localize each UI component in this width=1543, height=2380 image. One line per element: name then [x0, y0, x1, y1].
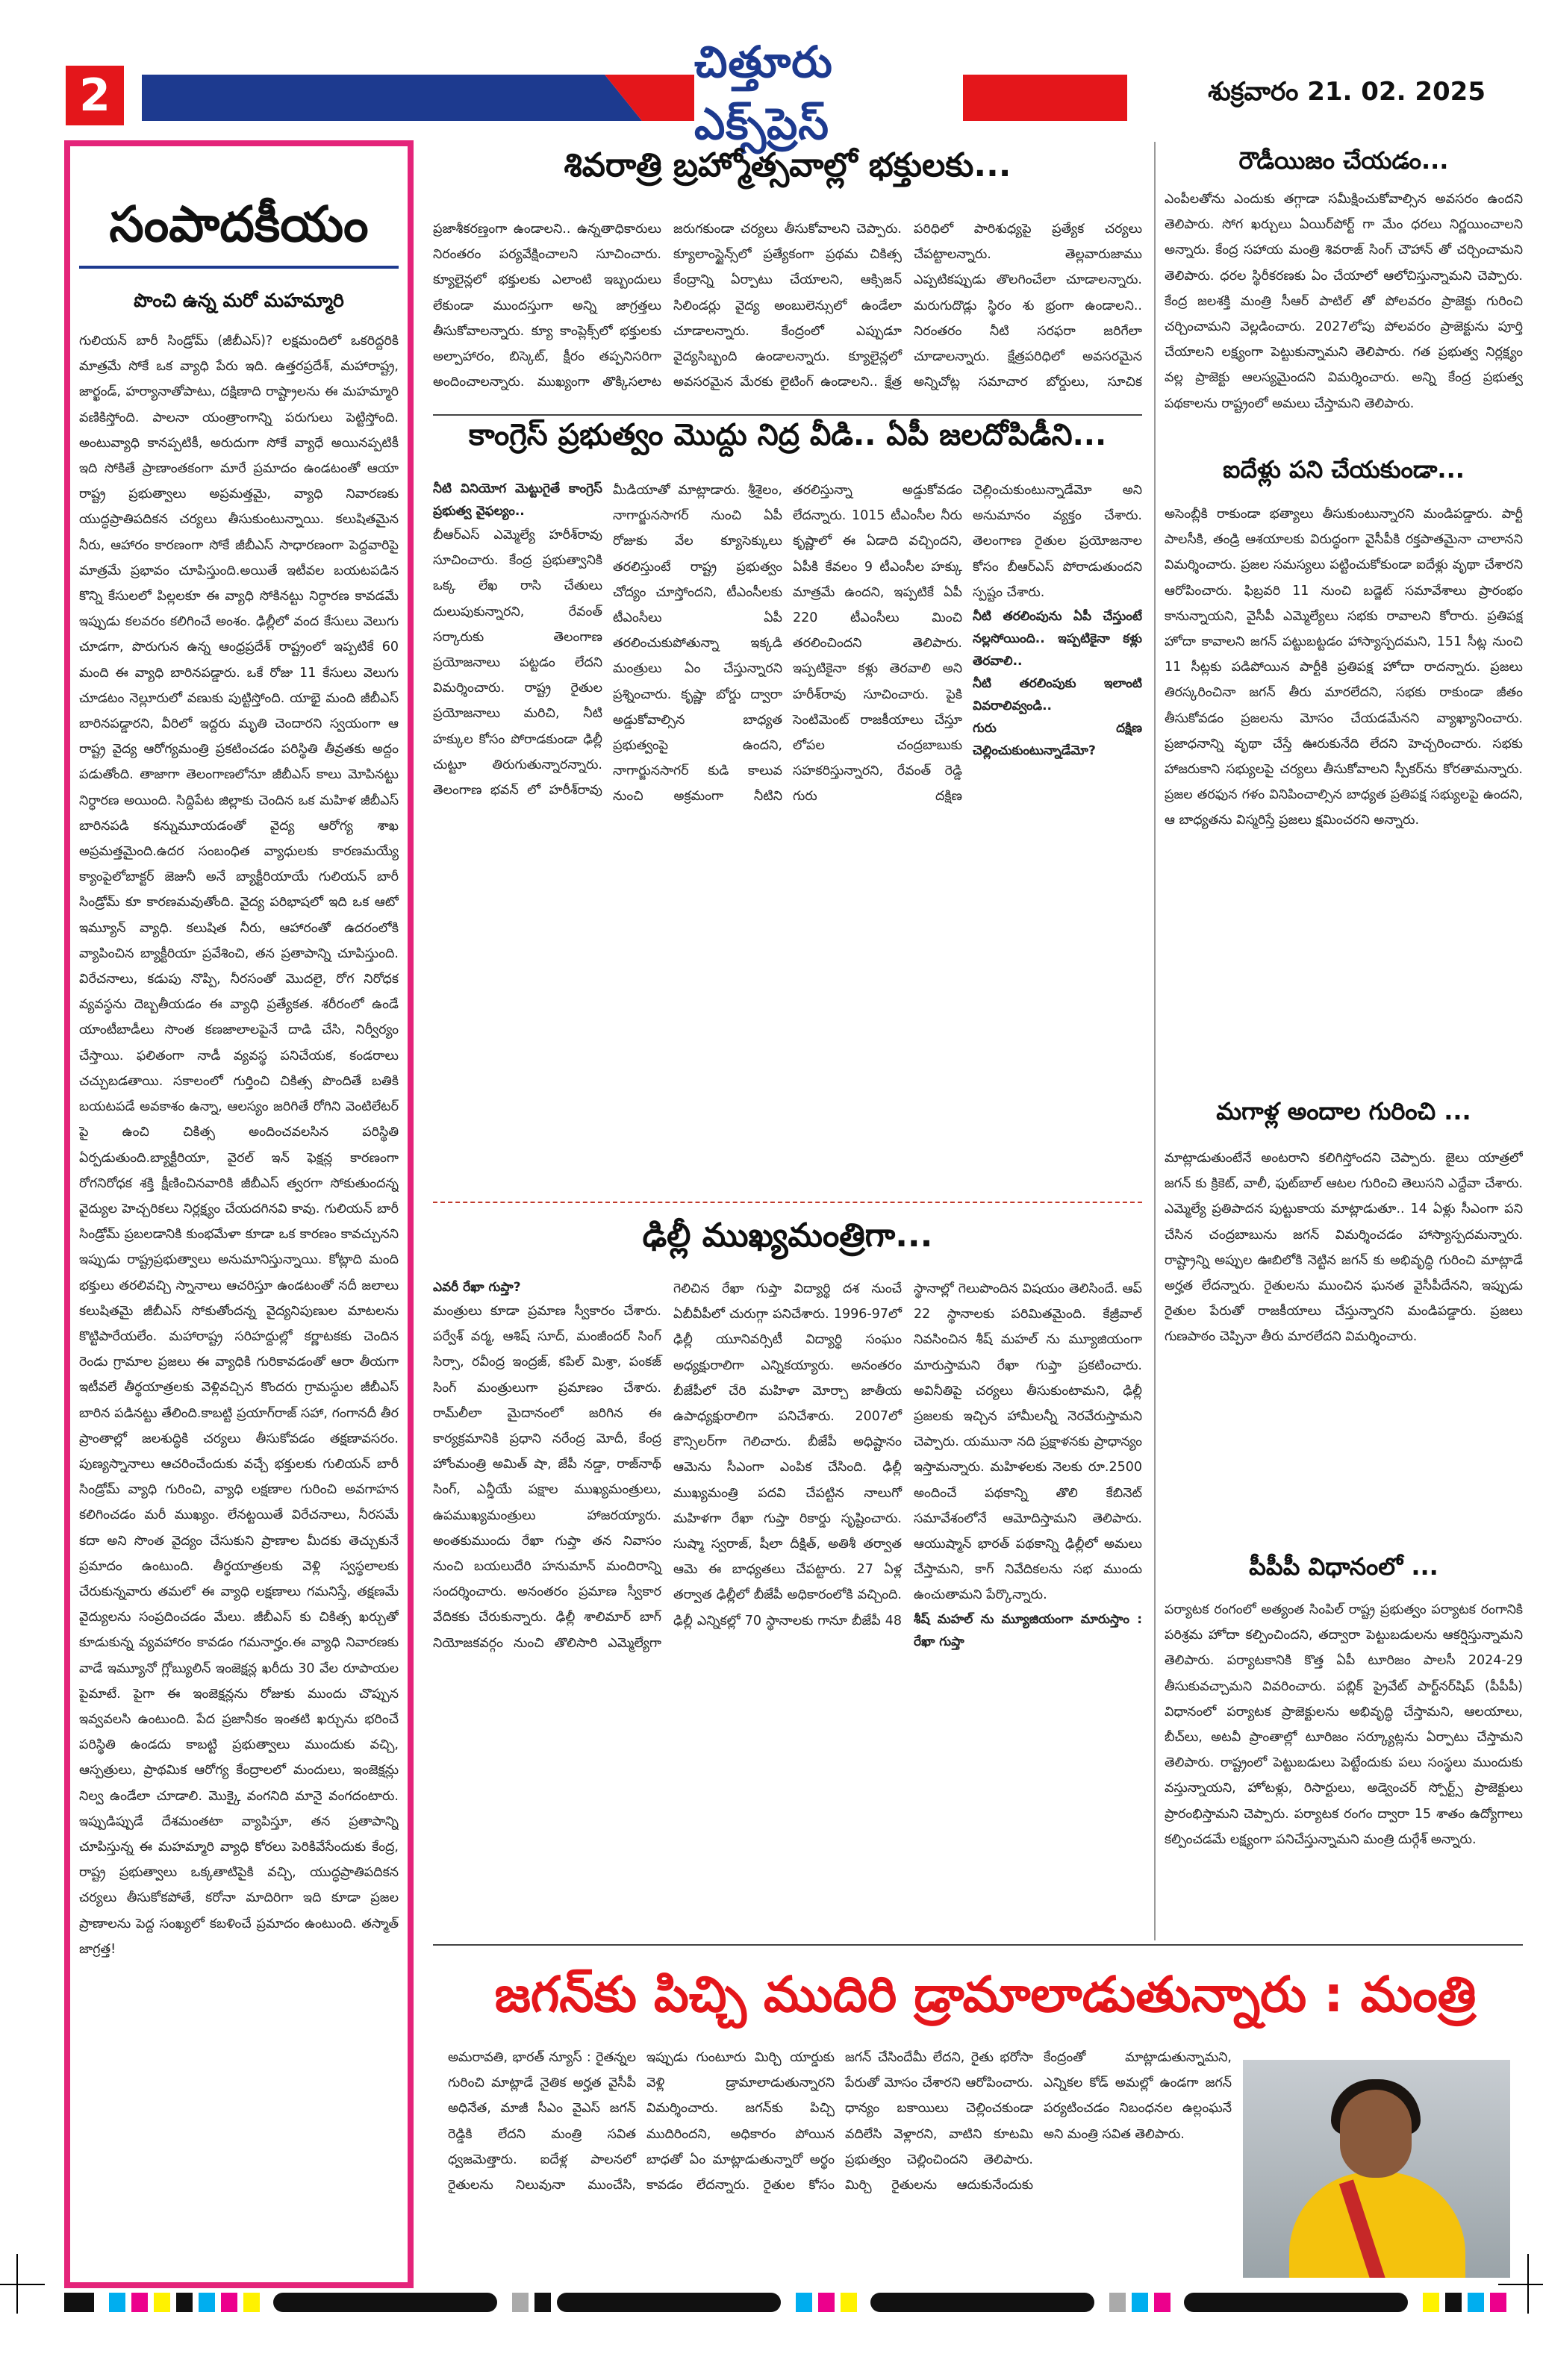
story3-headline: ఢిల్లీ ముఖ్యమంత్రిగా...: [642, 1216, 933, 1255]
right-r2-heading: ఐదేళ్లు పని చేయకుండా...: [1223, 455, 1465, 484]
editorial-subtitle: పొంచి ఉన్న మరో మహమ్మారి: [134, 290, 344, 311]
right-r2-body-box: [1165, 502, 1523, 1099]
person-photo: [1243, 2060, 1510, 2278]
story2-subhead: నీటి వినియోగ మెట్టుగైతే కాంగ్రెస్ ప్రభుత్వ వైఫల్యం..: [433, 481, 602, 519]
story4-body-columns: [448, 2045, 1232, 2280]
divider: [433, 1202, 1142, 1203]
story1-headline: శివరాత్రి బ్రహ్మోత్సవాల్లో భక్తులకు...: [564, 146, 1011, 184]
right-r3-body: మాట్లాడుతుంటేనే అంటరాని కలిగిస్తోందని చెప్పారు. జైలు యాత్రలో జగన్ కు క్రికెట్, వాలీ, ఫుట్‌బాల్ ఆటల గురించి తెలుసని ఎద్దేవా చేశారు. ఎమ్మెల్యే ప్రతిపాదన పుట్టుకాయ మాట్లాడుతూ.. 14 ఏళ్లు సీఎంగా పని చేసిన చంద్రబాబును జగన్ విమర్శించడం హాస్యాస్పదమన్నారు. రాష్ట్రాన్ని అప్పుల ఊబిలోకి నెట్టిన జగన్ కు అభివృద్ధి గురించి మాట్లాడే అర్హత లేదన్నారు. రైతులను ముంచిన ఘనత వైసీపీదేనని, ఇప్పుడు రైతుల పేరుతో రాజకీయాలు చేస్తున్నారని మండిపడ్డారు. ప్రజలు గుణపాఠం చెప్పినా తీరు మారలేదని విమర్శించారు.: [1165, 1151, 1523, 1345]
page-number: 2: [66, 66, 124, 125]
color-registration-bar: [64, 2293, 1520, 2312]
crop-mark: [1498, 2284, 1543, 2285]
story2-subhead: గురు దక్షిణ చెల్లించుకుంటున్నాడేమో?: [973, 721, 1142, 759]
editorial-box: [64, 140, 414, 2288]
right-r3-body-box: [1165, 1146, 1523, 1545]
story1-body: ప్రజాశీకరణ్తంగా ఉండాలని.. ఉన్నతాధికారులు నిరంతరం పర్యవేక్షించాలని సూచించారు. క్యూలైన్లలో భక్తులకు ఎలాంటి ఇబ్బందులు లేకుండా ముందస్తుగా అన్ని జాగ్రత్తలు తీసుకోవాలన్నారు. క్యూ కాంప్లెక్స్‌లో భక్తులకు అల్పాహారం, బిస్కెట్, క్షీరం తప్పనిసరిగా అందించాలన్నారు. ముఖ్యంగా తొక్కిసలాట జరుగకుండా చర్యలు తీసుకోవాలని చెప్పారు. క్యూలాంస్టైన్స్‌లో ప్రత్యేకంగా ప్రథమ చికిత్స కేంద్రాన్ని ఏర్పాటు చేయాలని, ఆక్సిజన్ సిలిండర్లు వైద్య అంబులెన్సులో ఉండేలా చూడాలన్నారు. కేంద్రంలో ఎప్పుడూ వైద్యసిబ్బంది ఉండాలన్నారు. క్యూలైన్లలో అవసరమైన మేరకు లైటింగ్ ఉండాలని.. క్షేత్ర పరిధిలో పారిశుధ్యపై ప్రత్యేక చర్యలు చేపట్టాలన్నారు. తెల్లవారుజాము ఎప్పటికప్పుడు తొలగించేలా చూడాలన్నారు. మరుగుదొడ్లు స్థిరం శు భ్రంగా ఉండాలని.. నిరంతరం నీటి సరఫరా జరిగేలా చూడాలన్నారు. క్షేత్రపరిధిలో అవసరమైన అన్నిచోట్ల సమాచార బోర్డులు, సూచిక: [433, 222, 1142, 390]
editorial-body: గులియన్ బారీ సిండ్రోమ్ (జీబీఎస్)? లక్షమందిలో ఒకరిద్దరికి మాత్రమే సోకే ఒక వ్యాధి పేరు ఇది. ఉత్తరప్రదేశ్, మహారాష్ట్ర, జార్ఖండ్, హర్యానాతోపాటు, దక్షిణాది రాష్ట్రాలను ఈ మహమ్మారి వణికిస్తోంది. పాలనా యంత్రాంగాన్ని పరుగులు పెట్టిస్తోంది. అంటువ్యాధి కానప్పటికీ, అరుదుగా సోకే వ్యాధే అయినప్పటికీ ఇది సోకితే ప్రాణాంతకంగా మారే ప్రమాదం ఉండటంతో ఆయా రాష్ట్ర ప్రభుత్వాలు అప్రమత్తమై, వ్యాధి నివారణకు యుద్ధప్రాతిపదికన చర్యలు తీసుకుంటున్నాయి. కలుషితమైన నీరు, ఆహారం కారణంగా సోకే జీబీఎస్ సాధారణంగా పెద్దవారిపై మాత్రమే ప్రభావం చూపిస్తుంది.అయితే ఇటీవల బయటపడిన కొన్ని కేసులలో పిల్లలకూ ఈ వ్యాధి సోకినట్టు నిర్ధారణ కావడమే ఇప్పుడు కలవరం కలిగించే అంశం. ఢిల్లీలో వంద కేసులు వెలుగు చూడగా, పొరుగున ఉన్న ఆంధ్రప్రదేశ్ రాష్ట్రంలో ఇప్పటికే 60 మంది ఈ వ్యాధి బారినపడ్డారు. ఒకే రోజు 11 కేసులు వెలుగు చూడటం నెల్లూరులో వణుకు పుట్టిస్తోంది. యాభై మంది జీబీఎస్ బారినపడ్డారని, వీరిలో ఇద్దరు మృతి చెందారని స్వయంగా ఆ రాష్ట్ర వైద్య ఆరోగ్యమంత్రి ప్రకటించడం పరిస్థితి తీవ్రతకు అద్దం పడుతోంది. తాజాగా తెలంగాణలోనూ జీబీఎస్ కాలు మోపినట్టు నిర్ధారణ అయింది. సిద్దిపేట జిల్లాకు చెందిన ఒక మహిళ జీబీఎస్ బారినపడి కన్నుమూయడంతో వైద్య ఆరోగ్య శాఖ అప్రమత్తమైంది.ఉదర సంబంధిత వ్యాధులకు కారణమయ్యే క్యాంపైలోబాక్టర్ జెజునీ అనే బ్యాక్టీరియాయే గులియన్ బారీ సిండ్రోమ్ కూ కారణమవుతోంది. వైద్య పరిభాషలో ఇది ఒక ఆటో ఇమ్యూన్ వ్యాధి. కలుషిత నీరు, ఆహారంతో ఉదరంలోకి వ్యాపించిన బ్యాక్టీరియా ప్రవేశించి, తన ప్రతాపాన్ని చూపిస్తుంది. విరేచనాలు, కడుపు నొప్పి, నీరసంతో మొదలై, రోగ నిరోధక వ్యవస్థను దెబ్బతీయడం ఈ వ్యాధి ప్రత్యేకత. శరీరంలో ఉండే యాంటీబాడీలు సొంత కణజాలాలపైనే దాడి చేసి, నిర్వీర్యం చేస్తాయి. ఫలితంగా నాడీ వ్యవస్థ పనిచేయక, కండరాలు చచ్చుబడతాయి. సకాలంలో గుర్తించి చికిత్స పొందితే బతికి బయటపడే అవకాశం ఉన్నా, ఆలస్యం జరిగితే రోగిని వెంటిలేటర్ పై ఉంచి చికిత్స అందించవలసిన పరిస్థితి ఏర్పడుతుంది.బ్యాక్టీరియా, వైరల్ ఇన్ ఫెక్షన్ల కారణంగా రోగనిరోధక శక్తి క్షీణించినవారికి జీబీఎస్ త్వరగా సోకుతుందన్న వైద్యుల హెచ్చరికలు నిర్లక్ష్యం చేయదగినవి కావు. గులియన్ బారీ సిండ్రోమ్ ప్రబలడానికి కుంభమేళా కూడా ఒక కారణం కావచ్చునని ఇప్పుడు రాష్ట్రప్రభుత్వాలు అనుమానిస్తున్నాయి. కోట్లాది మంది భక్తులు తరలివచ్చి స్నానాలు ఆచరిస్తూ ఉండటంతో నదీ జలాలు కలుషితమై జీబీఎస్ సోకుతోందన్న వైద్యనిపుణుల మాటలను కొట్టిపారేయలేం. మహారాష్ట్ర సరిహద్దుల్లో కర్ణాటకకు చెందిన రెండు గ్రామాల ప్రజలు ఈ వ్యాధికి గురికావడంతో ఆరా తీయగా ఇటీవలే తీర్థయాత్రలకు వెళ్లివచ్చిన కొందరు గ్రామస్థుల జీబీఎస్ బారిన పడినట్టు తేలింది.కాబట్టి ప్రయాగ్‌రాజ్ సహా, గంగానదీ తీర ప్రాంతాల్లో జలశుద్ధికి చర్యలు తీసుకోవడం తక్షణావసరం. పుణ్యస్నానాలు ఆచరించేందుకు వచ్చే భక్తులకు గులియన్ బారీ సిండ్రోమ్ వ్యాధి గురించి, వ్యాధి లక్షణాల గురించి అవగాహన కలిగించడం మరీ ముఖ్యం. లేనట్టయితే విరేచనాలు, నీరసమే కదా అని సొంత వైద్యం చేసుకుని ప్రాణాల మీదకు తెచ్చుకునే ప్రమాదం ఉంటుంది. తీర్థయాత్రలకు వెళ్లి స్వస్థలాలకు చేరుకున్నవారు తమలో ఈ వ్యాధి లక్షణాలు గమనిస్తే, తక్షణమే వైద్యులను సంప్రదించడం మేలు. జీబీఎస్ కు చికిత్స ఖర్చుతో కూడుకున్న వ్యవహారం కావడం గమనార్హం.ఈ వ్యాధి నివారణకు వాడే ఇమ్యూనో గ్లోబ్యులిన్ ఇంజెక్షన్ల ఖరీదు 30 వేల రూపాయల పైమాటే. పైగా ఈ ఇంజెక్షన్లను రోజుకు ముందు చొప్పున ఇవ్వవలసి ఉంటుంది. పేద ప్రజానీకం ఇంతటి ఖర్చును భరించే పరిస్థితి ఉండదు కాబట్టి ప్రభుత్వాలు ముందుకు వచ్చి, ఆస్పత్రులు, ప్రాథమిక ఆరోగ్య కేంద్రాలలో మందులు, ఇంజెక్షన్లు నిల్వ ఉండేలా చూడాలి. మొక్కై వంగనిది మానై వంగదంటారు. ఇప్పుడిప్పుడే దేశమంతటా వ్యాపిస్తూ, తన ప్రతాపాన్ని చూపిస్తున్న ఈ మహమ్మారి వ్యాధి కోరలు పెరికివేసేందుకు కేంద్ర, రాష్ట్ర ప్రభుత్వాలు ఒక్కతాటిపైకి వచ్చి, యుద్ధప్రాతిపదికన చర్యలు తీసుకోకపోతే, కరోనా మాదిరిగా ఇది కూడా ప్రజల ప్రాణాలను పెద్ద సంఖ్యలో కబళించే ప్రమాదం ఉంటుంది. తస్మాత్ జాగ్రత్త!: [79, 334, 399, 1957]
right-r3-heading: మగాళ్ల అందాల గురించి ...: [1216, 1097, 1471, 1125]
right-r1-heading: రౌడీయిజం చేయడం...: [1238, 146, 1449, 175]
right-r1-body-box: [1165, 187, 1523, 470]
right-r1-body: ఎంపీలతోను ఎందుకు తగ్గాడా సమీక్షించుకోవాల్సిన అవసరం ఉందని తెలిపారు. సోగ ఖర్చులు ఏయిర్‌పోర్ట్ గా మేం ధరలు నిర్ణయించాలని అన్నారు. కేంద్ర సహాయ మంత్రి శివరాజ్ సింగ్ చౌహాన్ తో చర్చించామని తెలిపారు. ధరల స్థిరీకరణకు ఏం చేయాలో ఆలోచిస్తున్నామని చెప్పారు. కేంద్ర జలశక్తి మంత్రి సీఆర్ పాటిల్ తో పోలవరం ప్రాజెక్టు గురించి చర్చించామని వెల్లడించారు. 2027లోపు పోలవరం ప్రాజెక్టును పూర్తి చేయాలని లక్ష్యంగా పెట్టుకున్నామని తెలిపారు. గత ప్రభుత్వ నిర్లక్ష్యం వల్ల ప్రాజెక్టు ఆలస్యమైందని విమర్శించారు. అన్ని కేంద్ర ప్రభుత్వ పథకాలను రాష్ట్రంలో అమలు చేస్తామని తెలిపారు.: [1165, 192, 1523, 411]
story3-subhead: ఎవరీ రేఖా గుప్తా?: [433, 1280, 521, 1295]
divider: [433, 414, 1142, 416]
story3-body-columns: [433, 1276, 1142, 1933]
story2-body-columns: [433, 478, 1142, 1194]
story2-subhead: నీటి తరలింపును ఏపీ చేస్తుంటే నల్లసోయింది.. ఇప్పటికైనా కళ్లు తెరవాలి..: [973, 609, 1142, 669]
right-r4-body: పర్యాటక రంగంలో అత్యంత సింపిల్ రాష్ట్ర ప్రభుత్వం పర్యాటక రంగానికి పరిశ్రమ హోదా కల్పించిందని, తద్వారా పెట్టుబడులను ఆకర్షిస్తున్నామని తెలిపారు. పర్యాటకానికి కొత్త ఏపీ టూరిజం పాలసీ 2024-29 తీసుకువచ్చామని వివరించారు. పబ్లిక్ ప్రైవేట్ పార్ట్‌నర్‌షిప్ (పీపీపీ) విధానంలో పర్యాటక ప్రాజెక్టులను అభివృద్ధి చేస్తామని, ఆలయాలు, బీచ్‌లు, అటవీ ప్రాంతాల్లో టూరిజం సర్క్యూట్లను ఏర్పాటు చేస్తామని తెలిపారు. రాష్ట్రంలో పెట్టుబడులు పెట్టేందుకు పలు సంస్థలు ముందుకు వస్తున్నాయని, హోటళ్లు, రిసార్టులు, అడ్వెంచర్ స్పోర్ట్స్ ప్రాజెక్టులు ప్రారంభిస్తామని చెప్పారు. పర్యాటక రంగం ద్వారా 15 శాతం ఉద్యోగాలు కల్పించడమే లక్ష్యంగా పనిచేస్తున్నామని మంత్రి దుర్గేశ్ అన్నారు.: [1165, 1602, 1523, 1847]
masthead-logo: చిత్తూరు ఎక్స్‌ప్రెస్: [694, 63, 963, 134]
story3-body: మంత్రులు కూడా ప్రమాణ స్వీకారం చేశారు. పర్వేశ్ వర్మ, ఆశిష్ సూద్, మంజీందర్ సింగ్ సిర్సా, రవీంద్ర ఇంద్రజ్, కపిల్ మిశ్రా, పంకజ్ సింగ్ మంత్రులుగా ప్రమాణం చేశారు. రామ్‌లీలా మైదానంలో జరిగిన ఈ కార్యక్రమానికి ప్రధాని నరేంద్ర మోదీ, కేంద్ర హోంమంత్రి అమిత్ షా, జేపీ నడ్డా, రాజ్‌నాథ్ సింగ్, ఎన్డీయే పక్షాల ముఖ్యమంత్రులు, ఉపముఖ్యమంత్రులు హాజరయ్యారు. అంతకుముందు రేఖా గుప్తా తన నివాసం నుంచి బయలుదేరి హనుమాన్ మందిరాన్ని సందర్శించారు. అనంతరం ప్రమాణ స్వీకార వేదికకు చేరుకున్నారు. ఢిల్లీ శాలిమార్ బాగ్ నియోజకవర్గం నుంచి తొలిసారి ఎమ్మెల్యేగా గెలిచిన రేఖా గుప్తా విద్యార్థి దశ నుంచే ఏబీవీపీలో చురుగ్గా పనిచేశారు. 1996-97లో ఢిల్లీ యూనివర్సిటీ విద్యార్థి సంఘం అధ్యక్షురాలిగా ఎన్నికయ్యారు. అనంతరం బీజేపీలో చేరి మహిళా మోర్చా జాతీయ ఉపాధ్యక్షురాలిగా పనిచేశారు. 2007లో కౌన్సిలర్‌గా గెలిచారు. బీజేపీ అధిష్టానం ఆమెను సీఎంగా ఎంపిక చేసింది. ఢిల్లీ ముఖ్యమంత్రి పదవి చేపట్టిన నాలుగో మహిళగా రేఖా గుప్తా రికార్డు సృష్టించారు. సుష్మా స్వరాజ్, షీలా దీక్షిత్, అతిశీ తర్వాత ఆమె ఈ బాధ్యతలు చేపట్టారు. 27 ఏళ్ల తర్వాత ఢిల్లీలో బీజేపీ అధికారంలోకి వచ్చింది. ఢిల్లీ ఎన్నికల్లో 70 స్థానాలకు గానూ బీజేపీ 48 స్థానాల్లో గెలుపొందిన విషయం తెలిసిందే. ఆప్ 22 స్థానాలకు పరిమితమైంది. కేజ్రీవాల్ నివసించిన శీష్ మహల్ ను మ్యూజియంగా మారుస్తామని రేఖా గుప్తా ప్రకటించారు. అవినీతిపై చర్యలు తీసుకుంటామని, ఢిల్లీ ప్రజలకు ఇచ్చిన హామీలన్నీ నెరవేరుస్తామని చెప్పారు. యమునా నది ప్రక్షాళనకు ప్రాధాన్యం ఇస్తామన్నారు. మహిళలకు నెలకు రూ.2500 అందించే పథకాన్ని తొలి కేబినెట్ సమావేశంలోనే ఆమోదిస్తామని తెలిపారు. ఆయుష్మాన్ భారత్ పథకాన్ని ఢిల్లీలో అమలు చేస్తామని, కాగ్ నివేదికలను సభ ముందు ఉంచుతామని పేర్కొన్నారు.: [433, 1281, 1142, 1651]
right-r4-heading: పీపీపీ విధానంలో ...: [1249, 1552, 1438, 1581]
story4-body: అమరావతి, భారత్ న్యూస్ : రైతన్నల గురించి మాట్లాడే నైతిక అర్హత వైసీపీ అధినేత, మాజీ సీఎం వైఎస్ జగన్ రెడ్డికి లేదని మంత్రి సవిత ధ్వజమెత్తారు. ఐదేళ్ల పాలనలో రైతులను నిలువునా ముంచేసి, ఇప్పుడు గుంటూరు మిర్చి యార్డుకు వెళ్లి డ్రామాలాడుతున్నారని విమర్శించారు. జగన్‌కు పిచ్చి ముదిరిందని, అధికారం పోయిన బాధతో ఏం మాట్లాడుతున్నారో అర్థం కావడం లేదన్నారు. రైతుల కోసం జగన్ చేసిందేమీ లేదని, రైతు భరోసా పేరుతో మోసం చేశారని ఆరోపించారు. ధాన్యం బకాయిలు చెల్లించకుండా వదిలేసి వెళ్లారని, వాటిని కూటమి ప్రభుత్వం చెల్లించిందని తెలిపారు. మిర్చి రైతులను ఆదుకునేందుకు కేంద్రంతో మాట్లాడుతున్నామని, ఎన్నికల కోడ్ అమల్లో ఉండగా జగన్ పర్యటించడం నిబంధనల ఉల్లంఘనే అని మంత్రి సవిత తెలిపారు.: [448, 2050, 1232, 2193]
story2-body: బీఆర్ఎస్ ఎమ్మెల్యే హరీశ్‌రావు సూచించారు. కేంద్ర ప్రభుత్వానికి ఒక్క లేఖ రాసి చేతులు దులుపుకున్నారని, రేవంత్ సర్కారుకు తెలంగాణ ప్రయోజనాలు పట్టడం లేదని విమర్శించారు. రాష్ట్ర రైతుల ప్రయోజనాలు మరిచి, నీటి హక్కుల కోసం పోరాడకుండా ఢిల్లీ చుట్టూ తిరుగుతున్నారన్నారు. తెలంగాణ భవన్ లో హరీశ్‌రావు మీడియాతో మాట్లాడారు. శ్రీశైలం, నాగార్జునసాగర్ నుంచి ఏపీ రోజుకు వేల క్యూసెక్కులు తరలిస్తుంటే రాష్ట్ర ప్రభుత్వం చోద్యం చూస్తోందని, టీఎంసీలకు టీఎంసీలు ఏపీ తరలించుకుపోతున్నా ఇక్కడి మంత్రులు ఏం చేస్తున్నారని ప్రశ్నించారు. కృష్ణా బోర్డు ద్వారా అడ్డుకోవాల్సిన బాధ్యత ప్రభుత్వంపై ఉందని, నాగార్జునసాగర్ కుడి కాలువ నుంచి అక్రమంగా నీటిని తరలిస్తున్నా అడ్డుకోవడం లేదన్నారు. 1015 టీఎంసీల నీరు కృష్ణాలో ఈ ఏడాది వచ్చిందని, ఏపీకి కేవలం 9 టీఎంసీల హక్కు మాత్రమే ఉందని, ఇప్పటికే ఏపీ 220 టీఎంసీలు మించి తరలించిందని తెలిపారు. ఇప్పటికైనా కళ్లు తెరవాలి అని హరీశ్‌రావు సూచించారు. పైకి సెంటిమెంట్ రాజకీయాలు చేస్తూ లోపల చంద్రబాబుకు సహకరిస్తున్నారని, రేవంత్ రెడ్డి గురు దక్షిణ చెల్లించుకుంటున్నాడేమో అని అనుమానం వ్యక్తం చేశారు. తెలంగాణ రైతుల ప్రయోజనాల కోసం బీఆర్ఎస్ పోరాడుతుందని స్పష్టం చేశారు.: [433, 483, 1142, 805]
story2-headline: కాంగ్రెస్ ప్రభుత్వం మొద్దు నిద్ర వీడి.. ఏపీ జలదోపిడీని...: [468, 418, 1107, 452]
issue-date: శుక్రవారం 21. 02. 2025: [1127, 69, 1486, 121]
column-divider: [1154, 142, 1156, 1940]
crop-mark: [0, 2284, 45, 2285]
story2-subhead: నీటి తరలింపుకు ఇలాంటి వివరాలివ్వండి..: [973, 676, 1142, 714]
right-r2-body: అసెంబ్లీకి రాకుండా భత్యాలు తీసుకుంటున్నారని మండిపడ్డారు. పార్టీ పాలసీకి, తండ్రి ఆశయాలకు విరుద్ధంగా వైసీపీకి రక్తపాతమైనా చాలానని విమర్శించారు. ప్రజల సమస్యలు పట్టించుకోకుండా ఐదేళ్లు వృథా చేశారని ఆరోపించారు. ఫిబ్రవరి 11 నుంచి బడ్జెట్ సమావేశాలు ప్రారంభం కానున్నాయని, వైసీపీ ఎమ్మెల్యేలు సభకు రావాలని కోరారు. ప్రతిపక్ష హోదా కావాలని జగన్ పట్టుబట్టడం హాస్యాస్పదమని, 151 సీట్ల నుంచి 11 సీట్లకు పడిపోయిన పార్టీకి ప్రతిపక్ష హోదా రాదన్నారు. ప్రజలు తిరస్కరించినా జగన్ తీరు మారలేదని, సభకు రాకుండా జీతం తీసుకోవడం ప్రజలను మోసం చేయడమేనని వ్యాఖ్యానించారు. ప్రజాధనాన్ని వృథా చేస్తే ఊరుకునేది లేదని హెచ్చరించారు. సభకు హాజరుకాని సభ్యులపై చర్యలు తీసుకోవాలని స్పీకర్‌ను కోరతామన్నారు. ప్రజల తరఫున గళం వినిపించాల్సిన బాధ్యత ప్రతిపక్ష సభ్యులపై ఉందని, ఆ బాధ్యతను విస్మరిస్తే ప్రజలు క్షమించరని అన్నారు.: [1165, 507, 1523, 828]
story3-subhead: శీష్ మహల్ ను మ్యూజియంగా మారుస్తాం : రేఖా గుప్తా: [914, 1611, 1142, 1649]
story4-headline: జగన్‌కు పిచ్చి ముదిరి డ్రామాలాడుతున్నారు : మంత్రి: [494, 1966, 1477, 2023]
story1-body-columns: [433, 216, 1142, 403]
right-r4-body-box: [1165, 1597, 1523, 1940]
editorial-title: సంపాదకీయం: [79, 187, 399, 269]
header-band: [142, 75, 1239, 121]
divider: [433, 1944, 1523, 1946]
